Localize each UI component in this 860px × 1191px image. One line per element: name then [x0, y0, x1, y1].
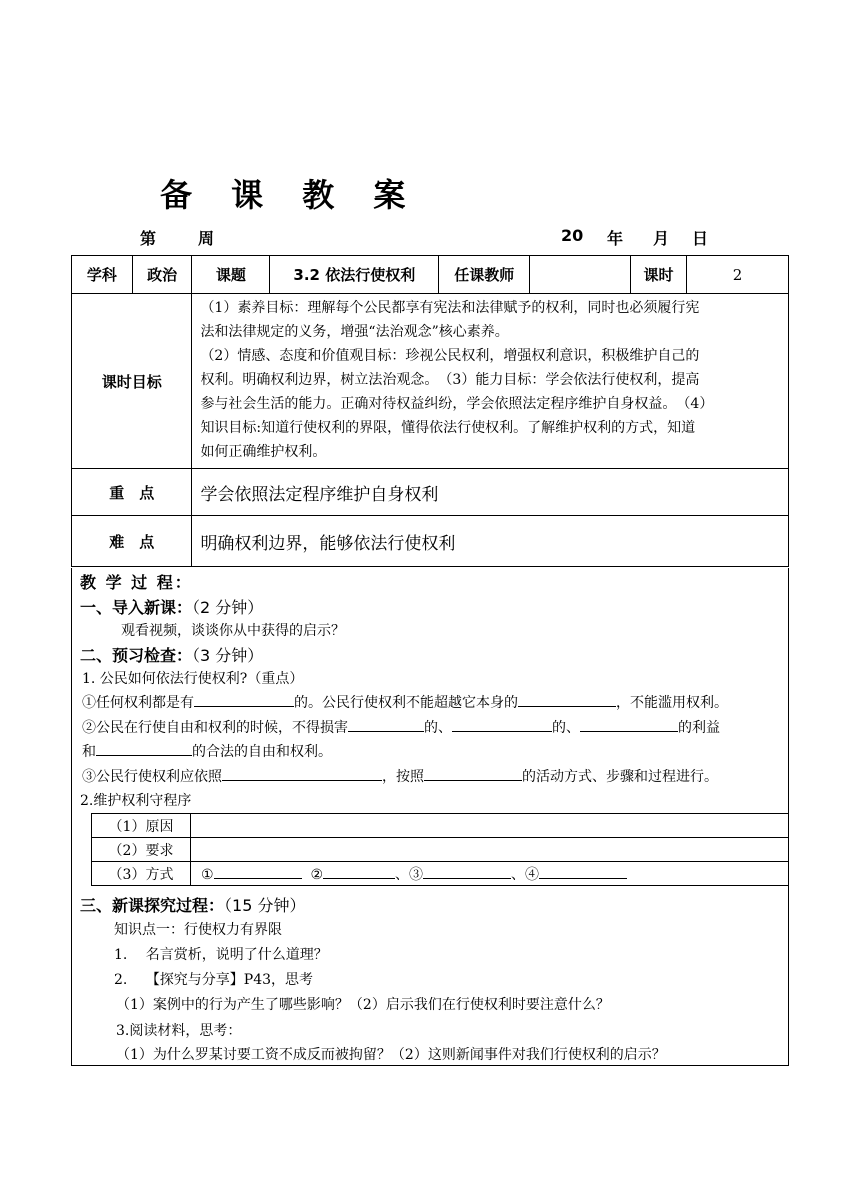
section-preview-time: （3 分钟）: [192, 646, 264, 665]
blank-field[interactable]: [580, 717, 678, 732]
fill-text: ①任何权利都是有: [82, 695, 194, 711]
goals-line: 如何正确维护权利。: [200, 444, 327, 460]
hours-label: 课时: [631, 256, 687, 294]
fill-text: ，按照: [382, 769, 424, 785]
fill-text: ，不能滥用权利。: [616, 695, 728, 711]
procedure-key: （1）原因: [92, 814, 191, 838]
goals-row: [72, 294, 789, 469]
section-explore-heading: [80, 893, 305, 916]
header-row: [72, 256, 789, 294]
way-marker: 、④: [511, 866, 540, 883]
date-nian: 年: [607, 229, 624, 248]
fill-text: 和: [82, 744, 96, 760]
goals-line: 参与社会生活的能力。正确对待权益纠纷，学会依照法定程序维护自身权益。 （4）: [200, 396, 714, 412]
key-point-label: 重 点: [72, 469, 192, 516]
blank-field[interactable]: [323, 864, 395, 879]
goals-line: （2）情感、态度和价值观目标：珍视公民权利，增强权利意识，积极维护自己的: [200, 348, 700, 364]
lesson-info-table: [71, 255, 789, 567]
difficulty-text: 明确权利边界，能够依法行使权利: [192, 516, 789, 567]
item-3-questions: （1）为什么罗某讨要工资不成反而被拘留？（2）这则新闻事件对我们行使权利的启示？: [116, 1047, 666, 1063]
fill-text: 的。公民行使权利不能超越它本身的: [294, 695, 518, 711]
goals-label: 课时目标: [72, 294, 192, 469]
document-title: 备 课 教 案: [160, 176, 420, 214]
section-intro-heading: [80, 595, 263, 618]
date-year: 20: [561, 226, 584, 245]
goals-line: 法和法律规定的义务，增强“法治观念”核心素养。: [200, 324, 509, 340]
procedure-key: （3）方式: [92, 862, 191, 886]
fill-text: 的活动方式、步骤和过程进行。: [522, 769, 718, 785]
goals-line: （1）素养目标：理解每个公民都享有宪法和法律赋予的权利，同时也必须履行宪: [200, 300, 700, 316]
procedure-row: [92, 838, 789, 862]
item-1: 1. 名言赏析，说明了什么道理？: [114, 947, 328, 963]
goals-line: 权利。明确权利边界，树立法治观念。 （3）能力目标：学会依法行使权利，提高: [200, 372, 700, 388]
subject-value: 政治: [132, 256, 192, 294]
topic-label: 课题: [192, 256, 270, 294]
date-ri: 日: [692, 229, 709, 248]
difficulty-row: [72, 516, 789, 567]
key-point-row: [72, 469, 789, 516]
blank-field[interactable]: [518, 692, 616, 707]
date-yue: 月: [653, 229, 670, 248]
procedure-value[interactable]: [191, 814, 789, 838]
week-label-zhou: 周: [198, 229, 215, 248]
procedure-row: [92, 814, 789, 838]
section-intro-title: 一、导入新课：: [80, 598, 193, 617]
section-explore-title: 三、新课探究过程：: [80, 896, 225, 915]
section-explore-time: （15 分钟）: [224, 896, 306, 915]
fill-text: 的利益: [678, 720, 720, 736]
item-3: 3.阅读材料，思考：: [116, 1023, 242, 1039]
blank-field[interactable]: [424, 766, 522, 781]
fill-text: ③公民行使权利应依照: [82, 769, 222, 785]
section-intro-time: （2 分钟）: [192, 598, 264, 617]
blank-field[interactable]: [96, 741, 192, 756]
fill-text: 的、: [424, 720, 452, 736]
difficulty-label: 难 点: [72, 516, 192, 567]
blank-field[interactable]: [222, 766, 382, 781]
blank-field[interactable]: [194, 692, 294, 707]
item-2-questions: （1）案例中的行为产生了哪些影响？（2）启示我们在行使权利时要注意什么？: [116, 997, 610, 1013]
section-preview-heading: [80, 643, 263, 666]
blank-field[interactable]: [452, 717, 552, 732]
section-preview-title: 二、预习检查：: [80, 646, 193, 665]
fill-line-4: [82, 766, 718, 786]
fill-line-1: [82, 692, 728, 712]
teacher-value[interactable]: [530, 256, 631, 294]
way-marker: ②: [310, 866, 324, 883]
hours-value: 2: [687, 256, 789, 294]
fill-line-2: [82, 717, 720, 737]
intro-text: 观看视频，谈谈你从中获得的启示？: [121, 623, 345, 639]
teaching-process-section: [71, 568, 789, 1066]
blank-field[interactable]: [214, 864, 302, 879]
fill-text: 的、: [552, 720, 580, 736]
procedure-table: [91, 813, 789, 886]
procedure-value[interactable]: [191, 838, 789, 862]
week-label-di: 第: [140, 229, 157, 248]
fill-text: ②公民在行使自由和权利的时候，不得损害: [82, 720, 348, 736]
blank-field[interactable]: [348, 717, 424, 732]
question-1: 1. 公民如何依法行使权利?（重点）: [82, 671, 304, 687]
question-2: 2.维护权利守程序: [80, 793, 192, 809]
goals-line: 知识目标:知道行使权利的界限，懂得依法行使权利。了解维护权利的方式，知道: [200, 420, 696, 436]
way-marker: 、③: [395, 866, 424, 883]
procedure-ways: [191, 862, 789, 886]
subject-label: 学科: [72, 256, 133, 294]
fill-line-3: [82, 741, 332, 761]
topic-value: 3.2 依法行使权利: [270, 256, 439, 294]
way-marker: ①: [201, 866, 214, 883]
fill-text: 的合法的自由和权利。: [192, 744, 332, 760]
blank-field[interactable]: [539, 864, 627, 879]
procedure-key: （2）要求: [92, 838, 191, 862]
item-2: 2. 【探究与分享】P43，思考: [114, 972, 314, 988]
teacher-label: 任课教师: [439, 256, 530, 294]
blank-field[interactable]: [423, 864, 511, 879]
knowledge-point-1: 知识点一：行使权力有界限: [114, 922, 282, 938]
procedure-row: [92, 862, 789, 886]
key-point-text: 学会依照法定程序维护自身权利: [192, 469, 789, 516]
goals-content: [192, 294, 789, 469]
process-title: 教 学 过 程：: [80, 573, 193, 592]
